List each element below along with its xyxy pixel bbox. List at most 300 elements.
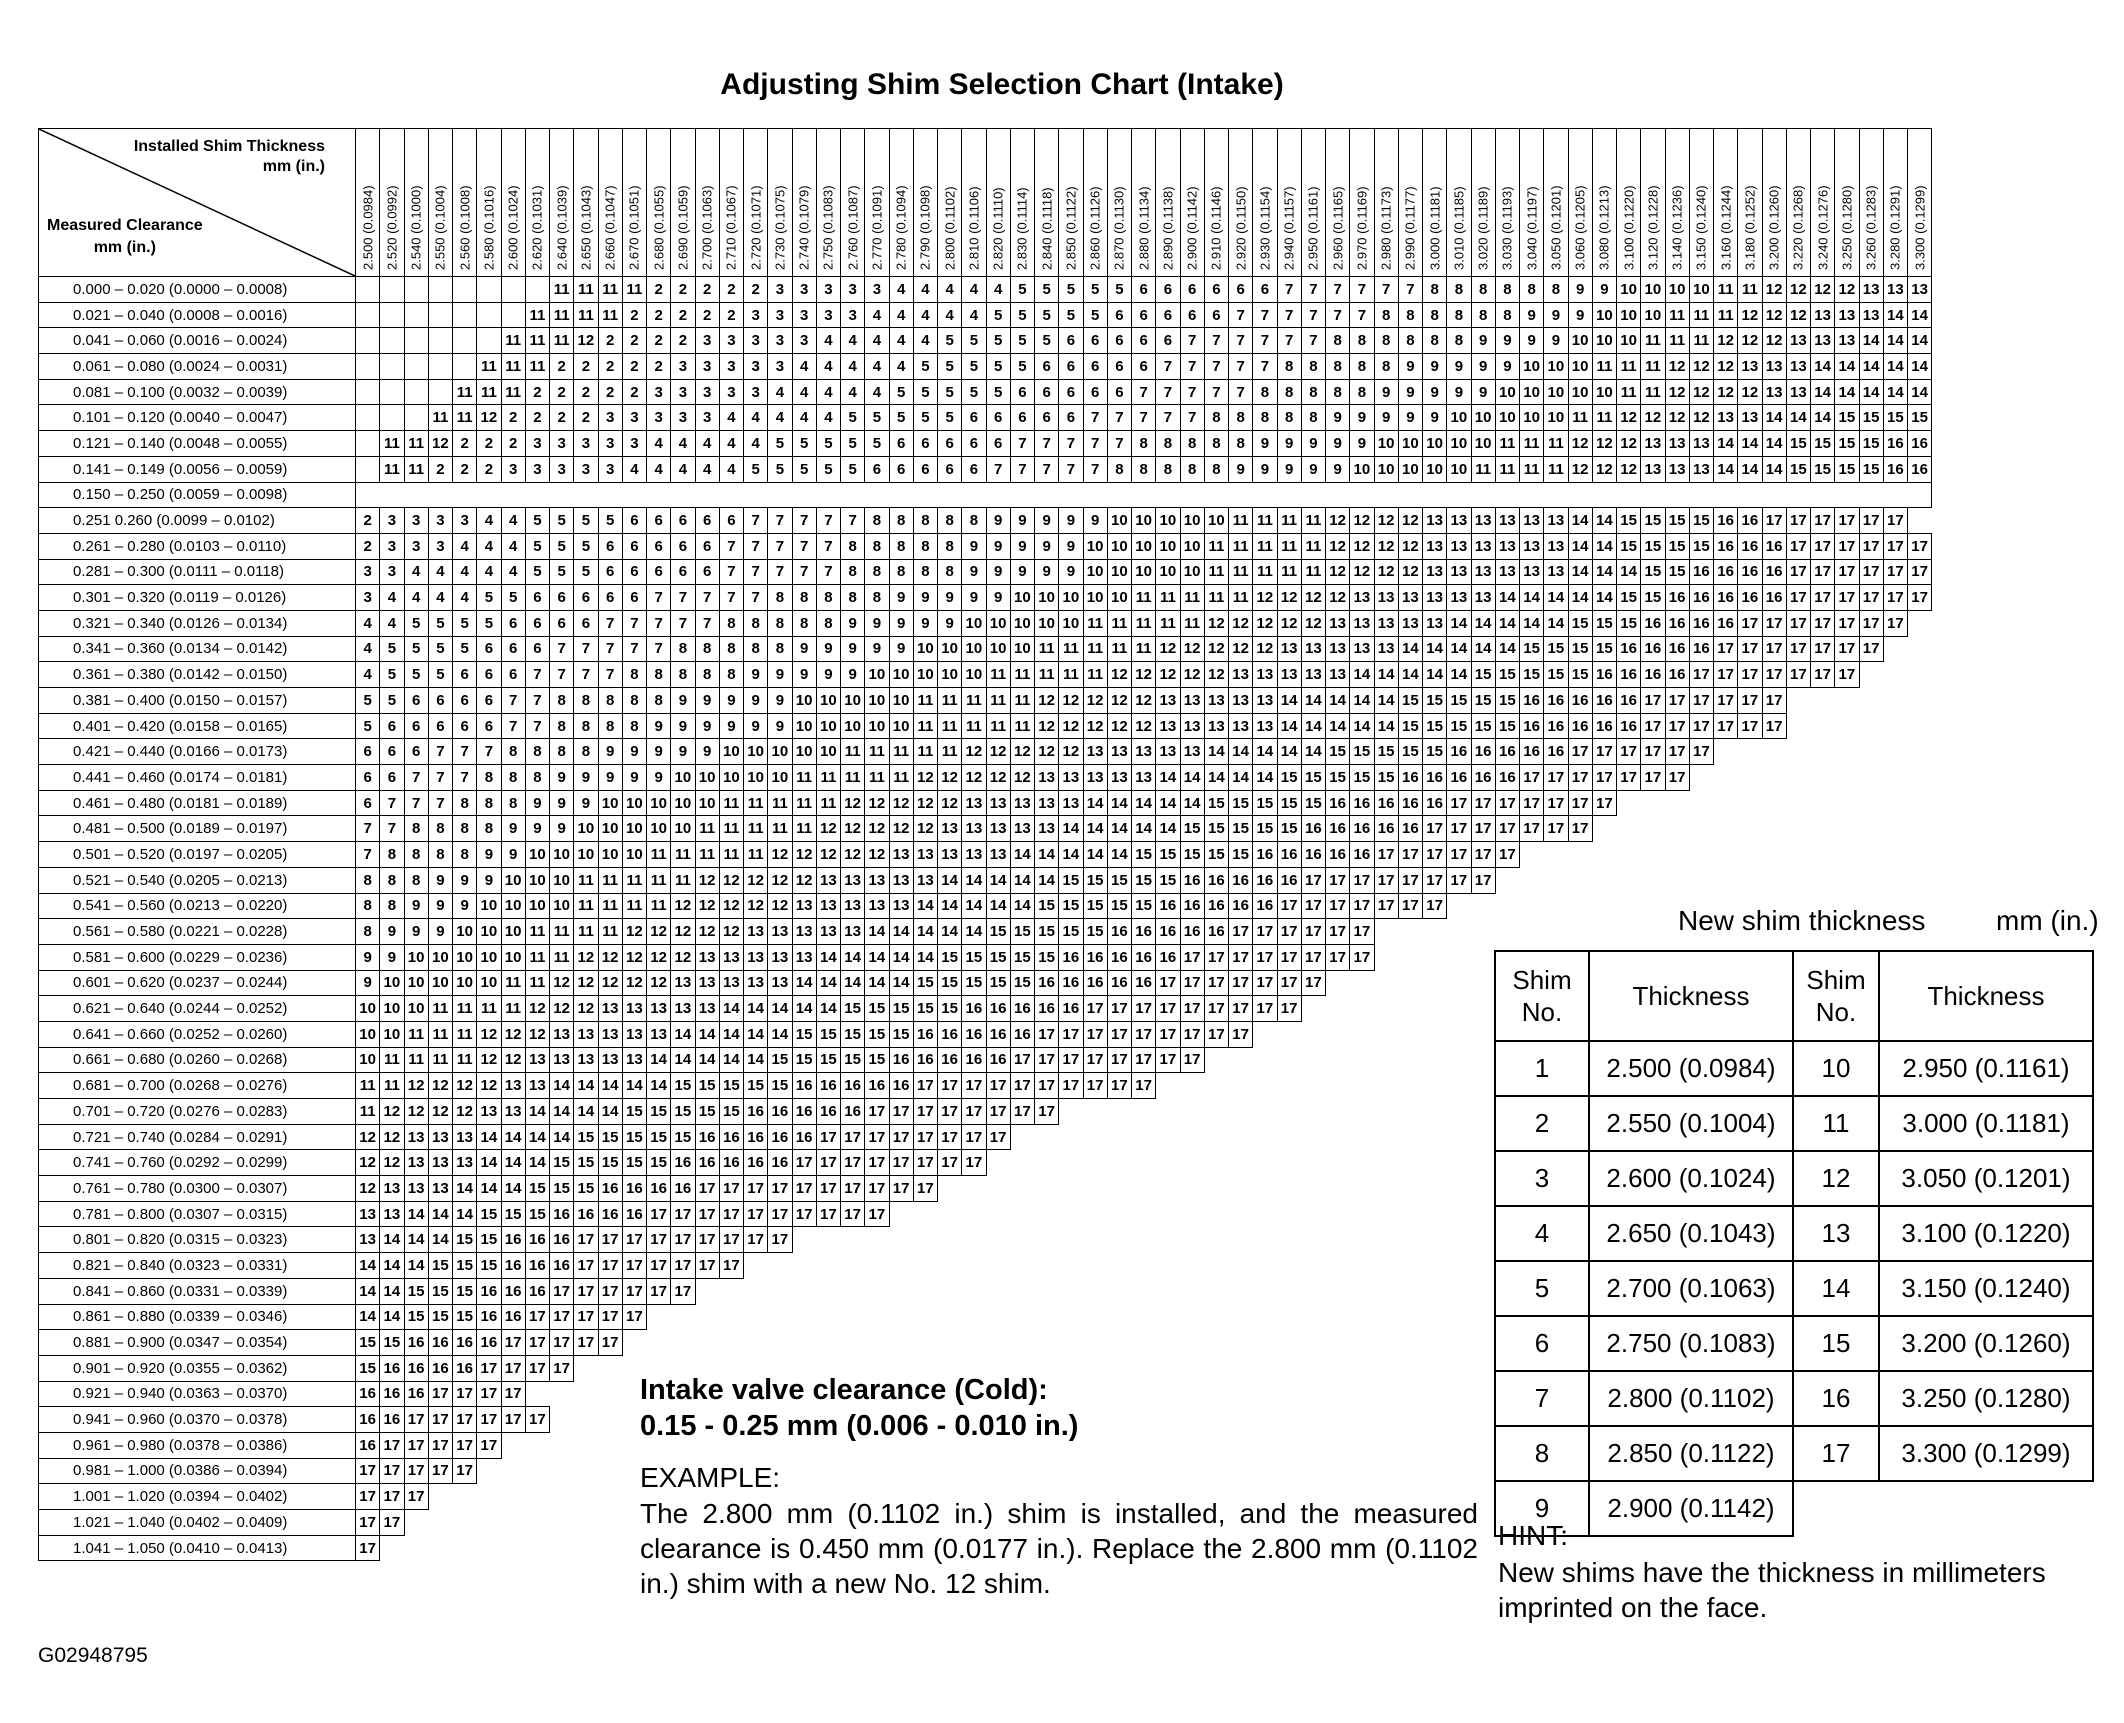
shim-number-cell: 11: [404, 456, 428, 482]
shim-number: 13: [1793, 1206, 1879, 1261]
shim-number-cell: 16: [1132, 919, 1156, 945]
shim-number-cell: 8: [865, 508, 889, 534]
shim-number-cell: 16: [1592, 662, 1616, 688]
shim-number-cell: 13: [428, 1150, 452, 1176]
empty-cell: [841, 1458, 865, 1484]
shim-number-cell: 14: [841, 944, 865, 970]
shim-number-cell: [501, 302, 525, 328]
shim-number-cell: 12: [1374, 508, 1398, 534]
shim-number-cell: 16: [1107, 944, 1131, 970]
empty-cell: [1132, 1278, 1156, 1304]
shim-number-cell: 14: [356, 1304, 380, 1330]
shim-number-cell: 17: [1738, 688, 1762, 714]
empty-cell: [1908, 816, 1932, 842]
empty-cell: [1132, 1099, 1156, 1125]
shim-number-cell: 6: [1253, 277, 1277, 303]
shim-number-cell: 6: [1132, 277, 1156, 303]
empty-cell: [1132, 1458, 1156, 1484]
shim-number-cell: 8: [356, 893, 380, 919]
empty-cell: [1786, 790, 1810, 816]
shim-number-cell: 10: [913, 636, 937, 662]
shim-number-cell: 7: [1083, 405, 1107, 431]
shim-number-cell: 4: [938, 277, 962, 303]
empty-cell: [1786, 688, 1810, 714]
empty-cell: [525, 1510, 549, 1536]
shim-number-cell: 10: [1180, 559, 1204, 585]
shim-number-cell: 10: [1544, 405, 1568, 431]
shim-number-cell: 10: [550, 893, 574, 919]
shim-number-cell: 8: [1326, 379, 1350, 405]
shim-number-cell: 8: [1350, 354, 1374, 380]
shim-number-cell: 3: [841, 277, 865, 303]
shim-number-cell: 10: [1423, 456, 1447, 482]
shim-number-cell: 8: [1447, 277, 1471, 303]
shim-number-cell: 14: [574, 1099, 598, 1125]
shim-number-cell: 16: [768, 1124, 792, 1150]
shim-number-cell: 17: [1641, 765, 1665, 791]
empty-cell: [816, 1330, 840, 1356]
shim-number-cell: 15: [1107, 867, 1131, 893]
empty-cell: [1083, 1124, 1107, 1150]
shim-number-cell: 17: [380, 1432, 404, 1458]
shim-number-cell: 13: [1811, 328, 1835, 354]
shim-number-cell: 13: [1374, 610, 1398, 636]
shim-number-cell: 16: [477, 1330, 501, 1356]
installed-shim-column-header: [1738, 129, 1762, 277]
shim-number-cell: [380, 405, 404, 431]
shim-number-cell: 13: [1689, 456, 1713, 482]
shim-number-cell: 2: [453, 431, 477, 457]
shim-number-cell: 13: [1277, 662, 1301, 688]
empty-cell: [1641, 867, 1665, 893]
shim-number-cell: 10: [1568, 328, 1592, 354]
empty-cell: [1326, 1253, 1350, 1279]
shim-number-cell: 12: [792, 842, 816, 868]
installed-shim-thickness: 2.550 (0.1004): [432, 185, 448, 270]
shim-number-cell: 16: [1665, 636, 1689, 662]
shim-number-cell: 16: [1762, 533, 1786, 559]
empty-cell: [404, 1510, 428, 1536]
shim-number-cell: 3: [356, 559, 380, 585]
shim-number-cell: 8: [1544, 277, 1568, 303]
shim-number-cell: 9: [865, 610, 889, 636]
empty-cell: [1714, 765, 1738, 791]
empty-cell: [1083, 1278, 1107, 1304]
shim-number-cell: 10: [380, 970, 404, 996]
shim-number-cell: 9: [841, 610, 865, 636]
shim-number-cell: 15: [841, 996, 865, 1022]
empty-cell: [938, 1176, 962, 1202]
empty-cell: [1398, 1201, 1422, 1227]
shim-number-cell: 14: [816, 996, 840, 1022]
shim-number-cell: 5: [1107, 277, 1131, 303]
shim-number-cell: 14: [647, 1047, 671, 1073]
empty-cell: [1786, 739, 1810, 765]
clearance-row: [39, 585, 1932, 611]
empty-cell: [1423, 1124, 1447, 1150]
empty-cell: [1374, 1253, 1398, 1279]
installed-shim-thickness: 3.150 (0.1240): [1693, 185, 1709, 270]
empty-cell: [1301, 1304, 1325, 1330]
shim-number-cell: 16: [477, 1278, 501, 1304]
empty-cell: [1447, 970, 1471, 996]
new-shim-row: [1495, 1151, 2093, 1206]
shim-number-cell: 16: [1665, 585, 1689, 611]
shim-number-cell: 9: [938, 585, 962, 611]
empty-cell: [1641, 842, 1665, 868]
shim-number-cell: 10: [477, 944, 501, 970]
shim-number-cell: 15: [1423, 739, 1447, 765]
shim-number-cell: 2: [356, 533, 380, 559]
shim-number-cell: 6: [574, 610, 598, 636]
shim-number-cell: 7: [428, 790, 452, 816]
empty-cell: [550, 1458, 574, 1484]
shim-number-cell: [380, 277, 404, 303]
shim-number-cell: 4: [647, 431, 671, 457]
shim-number-cell: 15: [1859, 456, 1883, 482]
shim-number-cell: 14: [1132, 790, 1156, 816]
shim-number-cell: 14: [428, 1227, 452, 1253]
shim-number-cell: 14: [1326, 713, 1350, 739]
shim-number-cell: 17: [1811, 610, 1835, 636]
shim-number-cell: 14: [380, 1278, 404, 1304]
shim-number-cell: 12: [622, 970, 646, 996]
shim-number-cell: 14: [380, 1253, 404, 1279]
measured-clearance-range: 0.061 – 0.080 (0.0024 – 0.0031): [39, 354, 356, 380]
shim-number-cell: 12: [1811, 277, 1835, 303]
installed-shim-column-header: [1350, 129, 1374, 277]
shim-number-cell: 16: [1883, 431, 1907, 457]
shim-number-cell: 14: [1180, 765, 1204, 791]
shim-number-cell: 12: [501, 1021, 525, 1047]
empty-cell: [574, 1458, 598, 1484]
shim-number-cell: 13: [1738, 405, 1762, 431]
shim-number-cell: [477, 277, 501, 303]
shim-number-cell: 12: [647, 944, 671, 970]
shim-number-cell: 14: [1786, 405, 1810, 431]
shim-number-cell: 15: [1641, 533, 1665, 559]
shim-number-cell: 11: [1107, 636, 1131, 662]
empty-cell: [1301, 1021, 1325, 1047]
shim-number-cell: 10: [1495, 405, 1519, 431]
empty-cell: [1059, 1355, 1083, 1381]
shim-number-cell: 13: [1156, 713, 1180, 739]
shim-number-cell: 12: [1398, 559, 1422, 585]
shim-number-cell: 6: [1083, 354, 1107, 380]
shim-number-cell: 12: [719, 893, 743, 919]
shim-number-cell: 7: [1301, 277, 1325, 303]
shim-number-cell: 2: [550, 354, 574, 380]
shim-number-cell: 8: [913, 533, 937, 559]
shim-number-cell: 16: [1350, 842, 1374, 868]
shim-number-cell: 6: [1107, 328, 1131, 354]
shim-number-cell: 7: [622, 636, 646, 662]
shim-number-cell: 6: [986, 431, 1010, 457]
shim-number-cell: 10: [1495, 379, 1519, 405]
shim-number-cell: 17: [1326, 867, 1350, 893]
shim-number-cell: 10: [744, 765, 768, 791]
shim-number-cell: 9: [1277, 456, 1301, 482]
shim-number-cell: 13: [913, 867, 937, 893]
shim-number-cell: 15: [1859, 431, 1883, 457]
shim-number-cell: 13: [1835, 328, 1859, 354]
measured-clearance-range: 1.041 – 1.050 (0.0410 – 0.0413): [39, 1535, 356, 1561]
shim-number-cell: 12: [841, 790, 865, 816]
empty-cell: [1811, 816, 1835, 842]
shim-number-cell: 11: [501, 354, 525, 380]
shim-number-cell: 4: [913, 277, 937, 303]
shim-number-cell: 17: [865, 1124, 889, 1150]
shim-number-cell: 11: [380, 1073, 404, 1099]
shim-number-cell: 11: [1010, 662, 1034, 688]
shim-number-cell: 13: [1253, 662, 1277, 688]
shim-number-cell: 10: [865, 688, 889, 714]
shim-number-cell: 12: [1010, 765, 1034, 791]
shim-number-cell: 6: [647, 508, 671, 534]
empty-cell: [1204, 1330, 1228, 1356]
shim-number-cell: 17: [889, 1124, 913, 1150]
shim-number-cell: 8: [501, 739, 525, 765]
shim-number-cell: 14: [1301, 713, 1325, 739]
shim-number-cell: 10: [1689, 277, 1713, 303]
shim-number-cell: 16: [1617, 636, 1641, 662]
shim-number-cell: [356, 379, 380, 405]
shim-number-cell: 13: [622, 1021, 646, 1047]
empty-cell: [1059, 1330, 1083, 1356]
shim-number-cell: 4: [841, 328, 865, 354]
shim-number-cell: [380, 379, 404, 405]
shim-number-cell: 10: [501, 919, 525, 945]
shim-number-cell: 15: [1665, 533, 1689, 559]
empty-cell: [1204, 1124, 1228, 1150]
empty-cell: [1010, 1176, 1034, 1202]
shim-number-cell: [428, 302, 452, 328]
shim-number-cell: 9: [574, 790, 598, 816]
installed-shim-column-header: [501, 129, 525, 277]
empty-cell: [453, 1535, 477, 1561]
shim-number-cell: 15: [1229, 816, 1253, 842]
empty-cell: [889, 1330, 913, 1356]
shim-number-cell: 14: [356, 1278, 380, 1304]
empty-cell: [1204, 1355, 1228, 1381]
shim-number-cell: 3: [525, 456, 549, 482]
shim-number-cell: 4: [768, 379, 792, 405]
shim-number-cell: 17: [938, 1099, 962, 1125]
shim-number-cell: 8: [477, 816, 501, 842]
shim-number-cell: 14: [1568, 508, 1592, 534]
shim-number-cell: 8: [574, 688, 598, 714]
shim-number-cell: 16: [1762, 585, 1786, 611]
empty-cell: [525, 1432, 549, 1458]
shim-number-cell: 5: [962, 354, 986, 380]
empty-cell: [1447, 996, 1471, 1022]
empty-cell: [1229, 1201, 1253, 1227]
shim-thickness: 2.550 (0.1004): [1589, 1096, 1793, 1151]
empty-cell: [1471, 1458, 1495, 1484]
shim-number: 16: [1793, 1371, 1879, 1426]
empty-cell: [574, 1407, 598, 1433]
shim-number-cell: 16: [1447, 739, 1471, 765]
shim-number-cell: 13: [1544, 508, 1568, 534]
chart-title: Adjusting Shim Selection Chart (Intake): [720, 68, 1284, 101]
shim-number-cell: 8: [841, 533, 865, 559]
shim-number-cell: 14: [1301, 739, 1325, 765]
shim-number-cell: 10: [428, 970, 452, 996]
shim-number-cell: 8: [1253, 405, 1277, 431]
shim-number-cell: 17: [671, 1201, 695, 1227]
shim-number-cell: 16: [1204, 893, 1228, 919]
shim-number-cell: 9: [816, 662, 840, 688]
measured-clearance-range: 0.421 – 0.440 (0.0166 – 0.0173): [39, 739, 356, 765]
shim-number-cell: 6: [962, 431, 986, 457]
shim-number-cell: 11: [428, 1047, 452, 1073]
empty-cell: [1447, 1304, 1471, 1330]
shim-number-cell: 6: [404, 713, 428, 739]
shim-number-cell: 11: [501, 328, 525, 354]
installed-shim-column-header: [1859, 129, 1883, 277]
empty-cell: [1035, 1124, 1059, 1150]
shim-number-cell: 8: [550, 688, 574, 714]
shim-number-cell: 7: [647, 585, 671, 611]
shim-number-cell: [404, 354, 428, 380]
shim-number-cell: 13: [428, 1176, 452, 1202]
shim-number-cell: 7: [1253, 328, 1277, 354]
shim-number-cell: 5: [550, 533, 574, 559]
empty-cell: [1350, 1432, 1374, 1458]
empty-cell: [1301, 1278, 1325, 1304]
shim-number-cell: 2: [647, 354, 671, 380]
shim-number-cell: 16: [550, 1253, 574, 1279]
shim-number-cell: 11: [1229, 508, 1253, 534]
shim-number-cell: 6: [598, 585, 622, 611]
shim-number-cell: 4: [477, 559, 501, 585]
shim-number-cell: 8: [719, 636, 743, 662]
shim-number-cell: 3: [647, 379, 671, 405]
shim-number-cell: 15: [938, 970, 962, 996]
shim-number-cell: 7: [574, 662, 598, 688]
empty-cell: [1107, 1432, 1131, 1458]
new-shim-body: [1495, 1041, 2093, 1536]
shim-number-cell: 10: [768, 765, 792, 791]
shim-number-cell: 4: [792, 354, 816, 380]
shim-number-cell: 17: [404, 1458, 428, 1484]
shim-number-cell: 15: [1786, 431, 1810, 457]
empty-cell: [1471, 1355, 1495, 1381]
shim-number-cell: 9: [938, 610, 962, 636]
shim-number-cell: 14: [1447, 636, 1471, 662]
shim-number-cell: 11: [1520, 456, 1544, 482]
empty-cell: [1883, 739, 1907, 765]
empty-cell: [1180, 1150, 1204, 1176]
empty-cell: [1277, 1355, 1301, 1381]
shim-number-cell: 14: [1762, 405, 1786, 431]
empty-cell: [1107, 1458, 1131, 1484]
shim-number-cell: 15: [865, 1047, 889, 1073]
installed-shim-thickness: 2.760 (0.1087): [845, 185, 861, 270]
shim-number-cell: 3: [428, 508, 452, 534]
shim-number-cell: 4: [501, 533, 525, 559]
shim-number-cell: 17: [1156, 996, 1180, 1022]
shim-number-cell: 16: [1520, 739, 1544, 765]
shim-number-cell: 15: [1423, 713, 1447, 739]
empty-cell: [1156, 1381, 1180, 1407]
empty-cell: [1301, 1355, 1325, 1381]
installed-shim-thickness: 2.690 (0.1059): [675, 185, 691, 270]
empty-cell: [1253, 1407, 1277, 1433]
shim-number-cell: 3: [865, 277, 889, 303]
shim-number-cell: 5: [938, 379, 962, 405]
shim-number-cell: 15: [453, 1227, 477, 1253]
shim-number-cell: 10: [1471, 405, 1495, 431]
shim-number-cell: 16: [404, 1330, 428, 1356]
shim-number-cell: 7: [1204, 328, 1228, 354]
empty-cell: [1180, 1381, 1204, 1407]
shim-number-cell: 14: [1398, 636, 1422, 662]
empty-cell: [501, 1510, 525, 1536]
shim-number-cell: 17: [1689, 688, 1713, 714]
shim-number-cell: 11: [525, 944, 549, 970]
empty-cell: [962, 1227, 986, 1253]
shim-number-cell: 8: [744, 636, 768, 662]
empty-cell: [913, 1304, 937, 1330]
installed-shim-thickness: 2.800 (0.1102): [942, 186, 958, 270]
shim-number-cell: 12: [816, 842, 840, 868]
shim-number-cell: 11: [719, 842, 743, 868]
shim-number-cell: 14: [1277, 713, 1301, 739]
shim-number-cell: 13: [744, 944, 768, 970]
shim-no-header: Shim No.: [1495, 951, 1589, 1041]
shim-number-cell: 9: [356, 970, 380, 996]
installed-shim-column-header: [744, 129, 768, 277]
shim-number-cell: 11: [986, 688, 1010, 714]
shim-number-cell: 11: [1301, 559, 1325, 585]
shim-number-cell: 3: [380, 533, 404, 559]
shim-number-cell: 7: [1083, 431, 1107, 457]
shim-number-cell: 17: [453, 1432, 477, 1458]
shim-number-cell: 15: [1301, 790, 1325, 816]
shim-number-cell: 6: [622, 533, 646, 559]
shim-number-cell: 7: [1229, 354, 1253, 380]
shim-number-cell: 15: [598, 1124, 622, 1150]
shim-number-cell: 2: [622, 302, 646, 328]
shim-number-cell: 14: [1520, 610, 1544, 636]
shim-number-cell: 5: [356, 713, 380, 739]
shim-number-cell: 14: [962, 893, 986, 919]
empty-cell: [1423, 1278, 1447, 1304]
shim-number-cell: 17: [1398, 867, 1422, 893]
shim-number-cell: 5: [1035, 302, 1059, 328]
installed-shim-thickness: 3.160 (0.1244): [1718, 185, 1734, 270]
installed-shim-thickness: 2.670 (0.1051): [626, 185, 642, 270]
empty-cell: [768, 1304, 792, 1330]
empty-cell: [1447, 1278, 1471, 1304]
shim-number-cell: 14: [865, 970, 889, 996]
shim-number-cell: 13: [356, 1227, 380, 1253]
shim-number-cell: 16: [1132, 944, 1156, 970]
empty-cell: [477, 1484, 501, 1510]
shim-number-cell: 4: [913, 302, 937, 328]
clearance-row: [39, 405, 1932, 431]
shim-number-cell: 12: [428, 1099, 452, 1125]
shim-number-cell: 2: [671, 277, 695, 303]
shim-number-cell: 13: [1520, 508, 1544, 534]
empty-cell: [744, 1330, 768, 1356]
shim-number-cell: 6: [356, 790, 380, 816]
shim-number-cell: 13: [598, 996, 622, 1022]
shim-number-cell: 5: [841, 456, 865, 482]
empty-cell: [1374, 1432, 1398, 1458]
shim-number-cell: 13: [1156, 739, 1180, 765]
